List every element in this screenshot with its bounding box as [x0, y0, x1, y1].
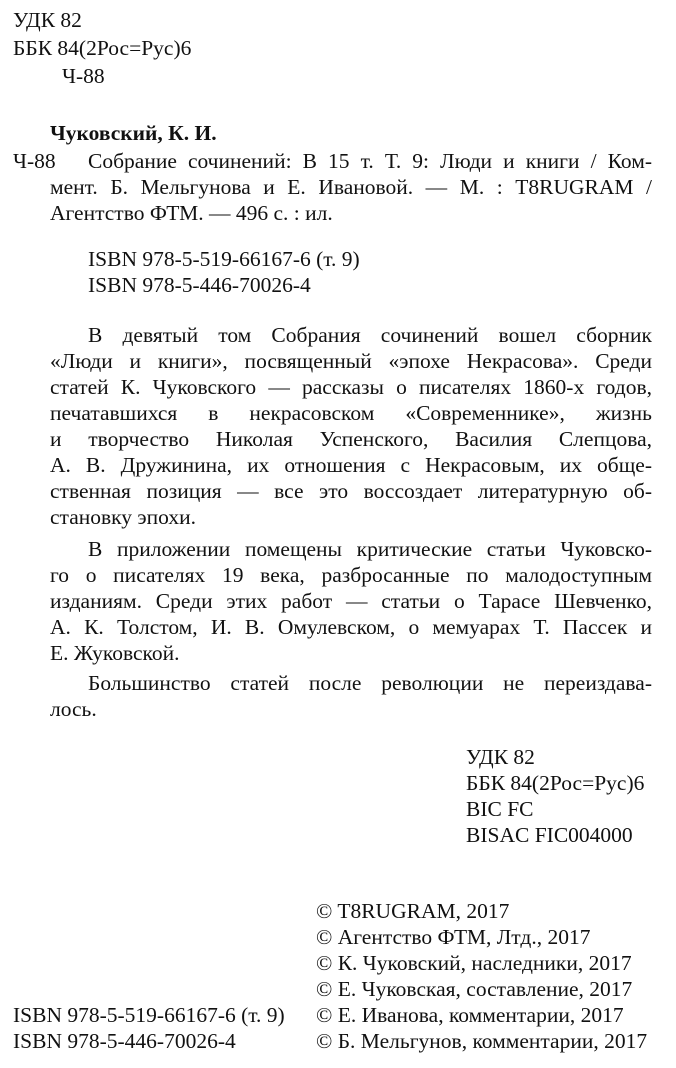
annotation-line: В девятый том Собрания сочинений вошел сборник	[88, 323, 652, 347]
classification-bbk: ББК 84(2Рос=Рус)6	[466, 771, 645, 795]
author-mark-code: Ч-88	[62, 64, 105, 88]
annotation-line: становку эпохи.	[50, 505, 196, 529]
annotation-paragraph-3	[50, 696, 652, 722]
author-heading: Чуковский, К. И.	[50, 121, 217, 145]
bottom-isbn-line: ISBN 978-5-446-70026-4	[13, 1029, 236, 1053]
annotation-line: го о писателях 19 века, разбросанные по малодоступным	[50, 563, 652, 587]
copyright-line: © К. Чуковский, наследники, 2017	[316, 951, 632, 975]
annotation-paragraph-2-first	[88, 536, 652, 562]
annotation-line: А. В. Дружинина, их отношения с Некрасовым, их обще-	[50, 453, 652, 477]
annotation-line: Большинство статей после революции не переиздава-	[88, 671, 652, 695]
isbn-line: ISBN 978-5-446-70026-4	[88, 273, 311, 297]
description-line: Собрание сочинений: В 15 т. Т. 9: Люди и книги / Ком-	[88, 149, 652, 173]
annotation-line: «Люди и книги», посвященный «эпохе Некрасова». Среди	[50, 349, 652, 373]
annotation-line: ственная позиция — все это воссоздает литературную об-	[50, 479, 652, 503]
annotation-line: статей К. Чуковского — рассказы о писателях 1860-х годов,	[50, 375, 652, 399]
classification-block	[466, 744, 644, 848]
annotation-paragraph-2	[50, 562, 652, 666]
description-line: мент. Б. Мельгунова и Е. Ивановой. — М. : T8RUGRAM /	[50, 175, 652, 199]
annotation-line: изданиям. Среди этих работ — статьи о Тарасе Шевченко,	[50, 589, 652, 613]
copyright-line: © Агентство ФТМ, Лтд., 2017	[316, 925, 591, 949]
annotation-line: А. К. Толстом, И. В. Омулевском, о мемуарах Т. Пассек и	[50, 615, 652, 639]
annotation-paragraph-3-first	[88, 670, 652, 696]
bbk-code: ББК 84(2Рос=Рус)6	[13, 36, 192, 60]
classification-bic: BIC FC	[466, 797, 534, 821]
classification-udk: УДК 82	[466, 745, 535, 769]
copyright-block	[316, 898, 647, 1054]
copyright-line: © Б. Мельгунов, комментарии, 2017	[316, 1029, 648, 1053]
author-mark: Ч-88	[13, 149, 56, 173]
isbn-line: ISBN 978-5-519-66167-6 (т. 9)	[88, 247, 360, 271]
annotation-line: Е. Жуковской.	[50, 641, 180, 665]
copyright-line: © Е. Иванова, комментарии, 2017	[316, 1003, 624, 1027]
udk-code: УДК 82	[13, 8, 82, 32]
bottom-isbn-line: ISBN 978-5-519-66167-6 (т. 9)	[13, 1003, 285, 1027]
annotation-paragraph-1-first	[88, 322, 652, 348]
bibliographic-description	[88, 148, 652, 174]
annotation-line: и творчество Николая Успенского, Василия Слепцова,	[50, 427, 652, 451]
annotation-line: В приложении помещены критические статьи Чуковско-	[88, 537, 652, 561]
annotation-paragraph-1	[50, 348, 652, 530]
classification-bisac: BISAC FIC004000	[466, 823, 633, 847]
copyright-line: © T8RUGRAM, 2017	[316, 899, 510, 923]
isbn-block	[88, 246, 360, 298]
annotation-line: печатавшихся в некрасовском «Современнике», жизнь	[50, 401, 652, 425]
copyright-line: © Е. Чуковская, составление, 2017	[316, 977, 633, 1001]
bottom-isbn-block	[13, 1002, 285, 1054]
description-line: Агентство ФТМ. — 496 с. : ил.	[50, 201, 333, 225]
annotation-line: лось.	[50, 697, 97, 721]
bibliographic-description-cont	[50, 174, 652, 226]
